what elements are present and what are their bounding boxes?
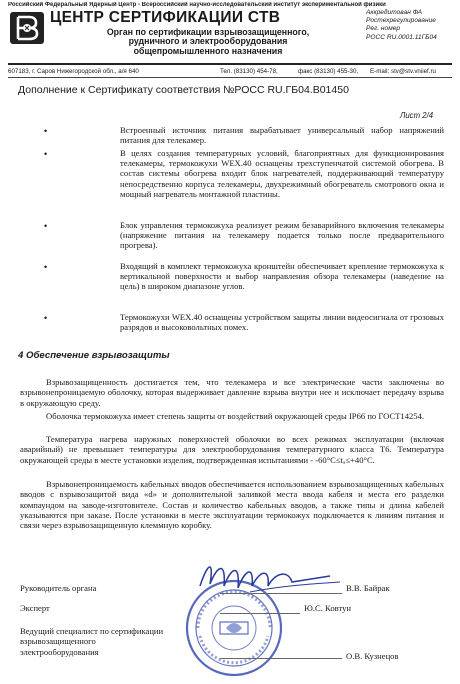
- accreditation-line: Ростехрегулирование: [366, 17, 436, 25]
- email-link[interactable]: E-mail: stv@stv.vniief.ru: [370, 68, 436, 75]
- signatory-name: В.В. Байрак: [346, 583, 390, 593]
- bullet-icon: •: [44, 313, 48, 323]
- bullet-icon: •: [44, 149, 48, 159]
- bullet-icon: •: [44, 126, 48, 136]
- header-top-line: Российский Федеральный Ядерный Центр - Всероссийский научно-исследовательский институт экспериментальной физики: [8, 2, 386, 8]
- org-subtitle: [58, 28, 358, 56]
- bullet-icon: •: [44, 262, 48, 272]
- signatory-name: О.В. Кузнецов: [346, 651, 399, 661]
- paragraph: Оболочка термокожуха имеет степень защиты от воздействий окружающей среды IP66 по ГОСТ14254.: [46, 411, 425, 421]
- org-subtitle-line: общепромышленного назначения: [133, 45, 283, 56]
- header-divider: [8, 63, 452, 65]
- paragraph: Температура нагрева наружных поверхностей оболочки во всех режимах эксплуатации (включая аварийный) не превышает температуры для электрооборудования температурного класса Т6. Температура окружающей среды в месте установки изделия, подтвержденная испытаниями - -60°С≤tₐ≤+40°С.: [20, 434, 444, 465]
- sheet-number: Лист 2/4: [400, 111, 434, 120]
- org-subtitle-line: Орган по сертификации взрывозащищенного,: [106, 27, 310, 37]
- paragraph: Взрывозащищенность достигается тем, что телекамера и все электрические части заключены во взрывонепроницаемую оболочку, которая выдерживает давление взрыва внутри нее и исключает передачу взрыва в окружающую среду.: [20, 377, 444, 408]
- address: 607183, г. Саров Нижегородской обл., а/я 640: [8, 68, 139, 75]
- bullet-icon: •: [44, 221, 48, 231]
- accreditation-line: РОСС RU.0001.11ГБ04: [366, 33, 437, 41]
- signatory-role: Эксперт: [20, 603, 50, 613]
- section-title: 4 Обеспечение взрывозащиты: [18, 350, 170, 361]
- phone: Тел. (83130) 454-78,: [220, 68, 278, 75]
- document-title: Дополнение к Сертификату соответствия №РОСС RU.ГБ04.В01450: [18, 84, 349, 96]
- list-item: В целях создания температурных условий, благоприятных для функционирования телекамеры, термокожухи WEX.40 оснащены трехступенчатой системой обогрева. В состав системы обогрева входит блок нагревателей, поддерживающий температуру непосредственно корпуса телекамеры, двухрежимный обогреватель смотрового окна и мощный нагреватель монтажной пластины.: [120, 148, 444, 199]
- signatory-role: Ведущий специалист по сертификации взрывозащищенного электрооборудования: [20, 626, 164, 657]
- signatory-role: Руководитель органа: [20, 583, 97, 593]
- accreditation-block: [366, 9, 456, 42]
- org-subtitle-line: рудничного и электрооборудования: [128, 36, 288, 47]
- paragraph: Взрывонепроницаемость кабельных вводов обеспечивается использованием взрывозащищенных кабельных вводов с взрывозащитой вида «d» и дополнительной заливкой места ввода кабеля и места его разделки компаундом на заводе-изготовителе. Состав и количество кабельных вводов, а также типы и длина кабелей указываются при заказе. После установки в месте эксплуатации термокожух подключается к линиям питания и связи через взрывозащищенную клеммную коробку.: [20, 479, 444, 531]
- accreditation-line: Аккредитован ФА: [366, 9, 422, 16]
- org-title: ЦЕНТР СЕРТИФИКАЦИИ СТВ: [50, 9, 281, 26]
- contact-divider: [8, 77, 452, 78]
- list-item: Термокожухи WEX.40 оснащены устройством защиты линии видеосигнала от грозовых разрядов и высоковольтных помех.: [120, 312, 444, 333]
- fax: факс (83130) 455-30,: [298, 68, 359, 75]
- list-item: Входящий в комплект термокожуха кронштейн обеспечивает крепление термокожуха к вертикальной поверхности и выбор направления обзора телекамеры (наведение на цель) в широком диапазоне углов.: [120, 261, 444, 292]
- signatory-name: Ю.С. Ковтун: [304, 603, 351, 613]
- list-item: Блок управления термокожуха реализует режим безаварийного включения телекамеры (напряжение питания на телекамеру подается только после предварительного прогрева).: [120, 220, 444, 251]
- list-item: Встроенный источник питания вырабатывает универсальный набор напряжений питания для телекамер.: [120, 125, 444, 146]
- accreditation-line: Рег. номер: [366, 25, 401, 33]
- org-logo-icon: [9, 11, 45, 45]
- signature-line: [220, 613, 300, 614]
- signature-line: [220, 593, 342, 594]
- signature-line: [220, 658, 342, 659]
